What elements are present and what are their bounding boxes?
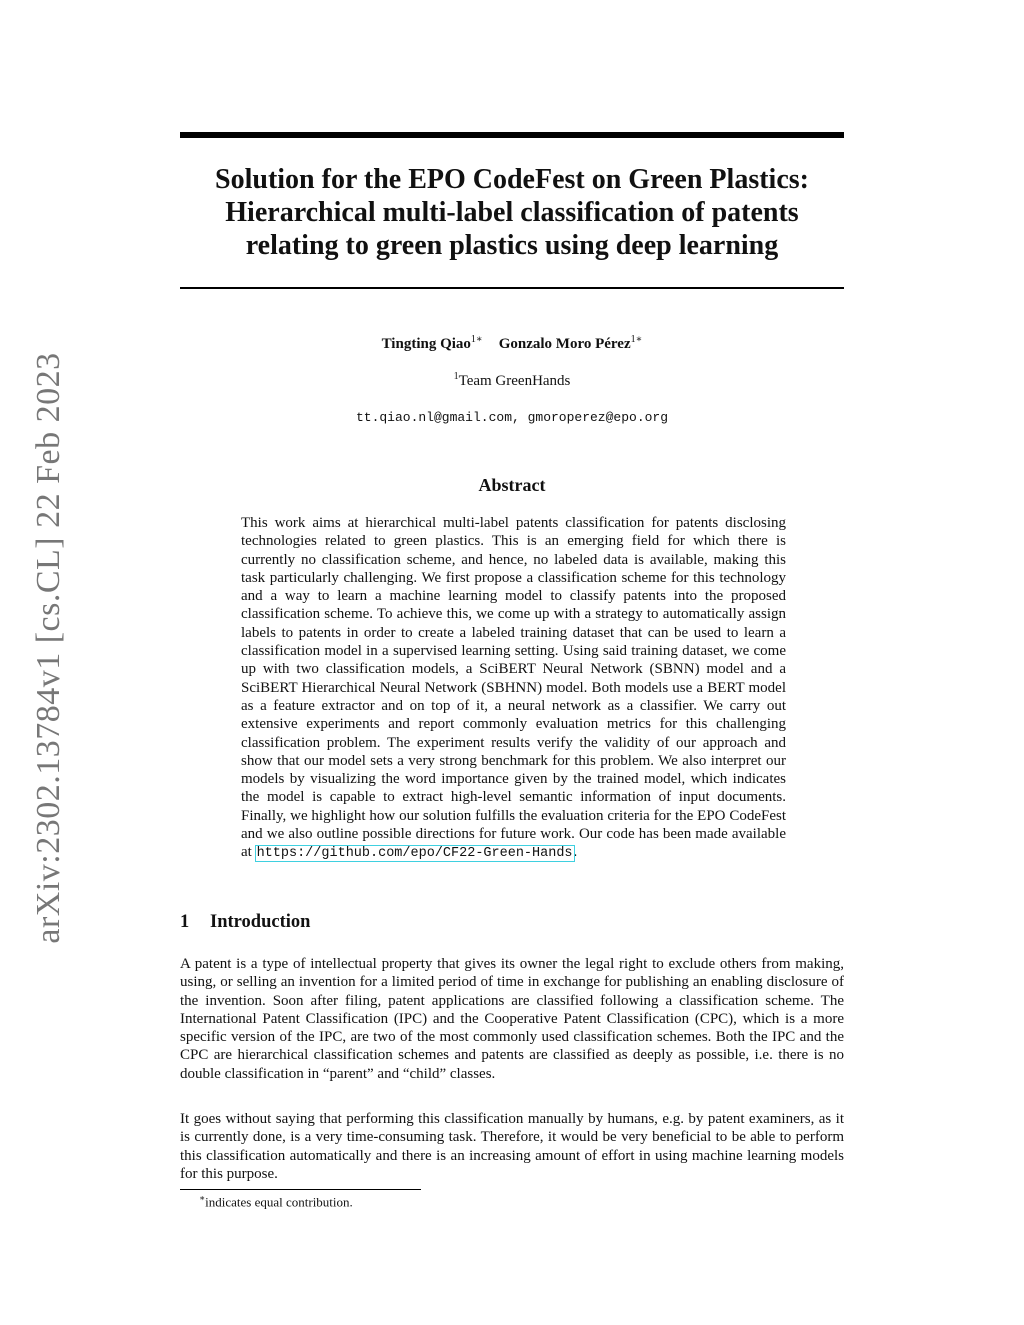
title-top-rule [180,132,844,138]
abstract-body [241,514,786,864]
section-number: 1 [180,912,190,932]
abstract-end: . [573,844,578,861]
author-mark: 1∗ [630,334,643,345]
title-bottom-rule [180,287,844,289]
footnote-rule [180,1189,421,1190]
intro-paragraph-2: It goes without saying that performing this classification manually by humans, e.g. by patent examiners, as it is currently done, is a very time-consuming task. Therefore, it would be very beneficial to be able to perform this classification automatically and there is an increasing amount of effort in using machine learning models for this purpose. [180,1111,844,1182]
code-repository-link[interactable]: https://github.com/epo/CF22-Green-Hands [256,846,573,862]
affiliation-name: Team GreenHands [458,373,571,389]
abstract-heading: Abstract [478,475,546,495]
footnote-mark: ∗ [199,1193,206,1203]
section-title: Introduction [210,912,311,932]
affiliation [180,371,844,390]
footnote [199,1193,839,1210]
abstract-text: This work aims at hierarchical multi-label patents classification for patents disclosing technologies related to green plastics. This is an emerging field for which there is currently no classification scheme, and hence, no labeled data is available, making this task particularly challenging. We first propose a classification scheme for this technology and a way to learn a machine learning model to classify patents into the proposed classification scheme. To achieve this, we come up with a strategy to automatically assign labels to patents in order to create a labeled training dataset that can be used to learn a classification model in a supervised learning setting. Using said training dataset, we come up with two classification models, a SciBERT Neural Network (SBNN) model and a SciBERT Hierarchical Neural Network (SBHNN) model. Both models use a BERT model as a feature extractor and on top of it, a neural network as a classifier. We carry out extensive experiments and report commonly evaluation metrics for this challenging classification problem. The experiment results verify the validity of our approach and show that our model sets a very strong benchmark for this problem. We also interpret our models by visualizing the word importance given by the trained model, which indicates the model is capable to extract high-level semantic information of input documents. Finally, we highlight how our solution fulfills the evaluation criteria for the EPO CodeFest and we also outline possible directions for future work. Our code has been made available at [241,515,786,861]
author-name: Gonzalo Moro Pérez [498,336,631,352]
paper-title: Solution for the EPO CodeFest on Green Plastics: Hierarchical multi-label classification of patents relating to green plastics using deep learning [215,164,809,261]
author-name: Tingting Qiao [381,336,471,352]
intro-paragraph-1: A patent is a type of intellectual property that gives its owner the legal right to exclude others from making, using, or selling an invention for a limited period of time in exchange for publishing an enabling disclosure of the invention. Soon after filing, patent applications are classified following a classification scheme. The International Patent Classification (IPC) and the Cooperative Patent Classification (CPC), which is a more specific version of the IPC, are two of the most commonly used classification schemes. Both the IPC and the CPC are hierarchical classification schemes and patents are classified as deeply as possible, i.e. there is no double classification in “parent” and “child” classes. [180,956,844,1082]
section-heading-introduction [180,912,844,933]
footnote-text: indicates equal contribution. [205,1194,353,1210]
author-emails: tt.qiao.nl@gmail.com, gmoroperez@epo.org [355,410,669,425]
author-list [180,334,844,353]
affiliation-mark: 1 [453,371,459,382]
arxiv-identifier: arXiv:2302.13784v1 [cs.CL] 22 Feb 2023 [30,352,67,944]
author-mark: 1∗ [470,334,483,345]
